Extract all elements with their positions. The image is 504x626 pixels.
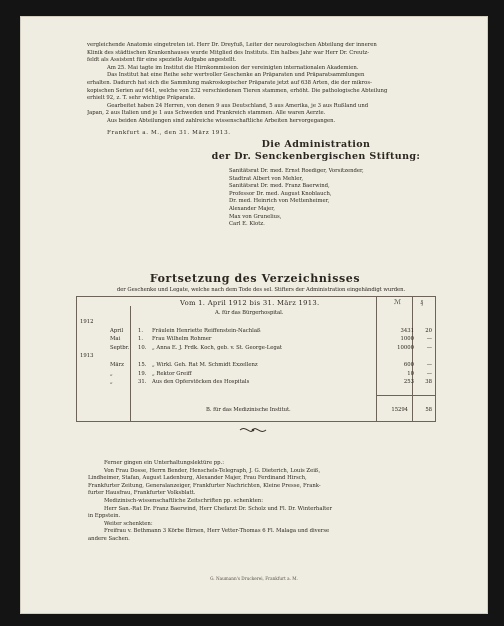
signatory: Sanitätsrat Dr. med. Franz Baerwind,	[229, 183, 330, 190]
cell-day	[136, 318, 150, 327]
intro-line: Klinik des städtischen Krankenhauses wurde Mitglied des Instituts. Ein halbes Jahr war Herr Dr. Creutz-	[87, 49, 370, 56]
cell-month	[108, 352, 136, 361]
cell-pf: —	[426, 370, 432, 377]
intro-line: erhielt 92, z. T. sehr wichtige Präparate.	[87, 95, 196, 102]
cell-month: „	[110, 379, 113, 386]
cell-pf: —	[426, 344, 432, 351]
cell-month: „	[110, 370, 113, 377]
intro-line: feldt als Assistent für eine spezielle Aufgabe angestellt.	[87, 57, 237, 64]
intro-line: Aus beiden Abteilungen sind zahlreiche wissenschaftliche Arbeiten hervorgegangen.	[107, 117, 336, 124]
cell-pf	[416, 318, 434, 327]
cell-mark: 10000	[397, 344, 414, 351]
cell-text: „ Anna E. J. Frdk. Koch, geb. v. St. George-Legat	[152, 344, 283, 351]
ledger-section-a: A. für das Bürgerhospital.	[215, 310, 284, 316]
cell-day: 10.	[138, 344, 147, 351]
intro-line: Gearbeitet haben 24 Herren, von denen 9 aus Deutschland, 5 aus Amerika, je 3 aus Rußland und	[107, 102, 369, 109]
cell-mark: 10	[407, 370, 414, 377]
cell-text: Frau Wilhelm Rohmer	[152, 336, 212, 343]
closing-line: Ferner gingen ein Unterhaltungslektüre pp.:	[104, 460, 225, 466]
cell-text: Fräulein Henriette Reiffenstein-Nachlaß	[152, 327, 261, 334]
table-row	[78, 361, 434, 370]
table-row	[78, 352, 434, 361]
cell-day: 1.	[138, 327, 144, 334]
signatory-list	[229, 168, 429, 229]
ledger-period-heading: Vom 1. April 1912 bis 31. März 1913.	[180, 299, 320, 307]
admin-title	[201, 139, 431, 163]
cell-day: 15.	[138, 361, 147, 368]
closing-line: Herr San.-Rat Dr. Franz Baerwind, Herr Chefarzt Dr. Scholz und Fl. Dr. Winterhalter	[104, 505, 332, 512]
intro-paragraphs	[87, 42, 447, 126]
cell-day: 31.	[138, 379, 147, 386]
closing-line: Freifrau v. Bethmann 3 Körbe Birnen, Herr Vetter-Thomas 6 Fl. Malaga und diverse	[104, 528, 330, 535]
continuation-subtitle: der Geschenke und Legate, welche nach dem Tode des sel. Stifters der Administration eingehändigt wurden.	[116, 287, 406, 293]
signatory: Stadtrat Albert von Mehler,	[229, 175, 304, 182]
cell-month: Mai	[110, 336, 121, 343]
cell-year	[78, 378, 108, 387]
cell-pf: —	[426, 361, 432, 368]
intro-line: Am 25. Mai tagte im Institut die Hirnkommission der vereinigten internationalen Akademien.	[107, 64, 359, 71]
cell-text: „ Wirkl. Geh. Rat M. Schmidt Exzellenz	[152, 361, 258, 368]
cell-year	[78, 370, 108, 379]
closing-line: Von Frau Dosse, Herrn Bender, Henschels-Telegraph, J. G. Dieterich, Louis Zeiß,	[104, 467, 321, 474]
cell-mark: 600	[403, 361, 414, 368]
signatory: Sanitätsrat Dr. med. Ernst Roediger, Vorsitzender,	[229, 168, 364, 174]
intro-line: Das Institut hat eine Reihe sehr wertvoller Geschenke an Präparaten und Präparatsammlungen	[107, 72, 365, 79]
cell-pf: 38	[425, 379, 432, 386]
ledger-rule-sum	[376, 395, 436, 396]
cell-month: Septbr.	[110, 344, 130, 351]
cell-mark: 253	[403, 379, 414, 386]
table-row	[78, 344, 434, 353]
closing-line: andere Sachen.	[88, 535, 130, 542]
intro-line: Japan, 2 aus Italien und je 1 aus Schweden und Frankreich stammen. Alle waren Aerzte.	[87, 110, 326, 117]
cell-month	[108, 318, 136, 327]
cell-year	[78, 344, 108, 353]
ledger-section-b: B. für das Medizinische Institut.	[206, 407, 291, 413]
table-row	[78, 327, 434, 336]
closing-paragraphs	[88, 460, 448, 544]
table-row	[78, 335, 434, 344]
table-row	[78, 378, 434, 387]
cell-year	[78, 361, 108, 370]
admin-title-line-1: Die Administration	[261, 139, 371, 150]
intro-line: erhalten. Dadurch hat sich die Sammlung makroskopischer Präparate jetzt auf 638 Arten, die der mikros-	[87, 79, 372, 86]
cell-pf	[416, 352, 434, 361]
printer-imprint: G. Naumann's Druckerei, Frankfurt a. M.	[210, 576, 298, 581]
cell-mark	[382, 318, 416, 327]
ledger-pf-header: ₰	[420, 299, 424, 306]
ledger-mark-header: ℳ	[394, 299, 401, 306]
cell-mark	[382, 352, 416, 361]
cell-year: 1912	[80, 319, 94, 325]
intro-line: vergleichende Anatomie eingetreten ist. Herr Dr. Dreyfuß, Leiter der neurologischen Abteilung der inneren	[87, 42, 377, 48]
continuation-title: Fortsetzung des Verzeichnisses	[149, 272, 361, 285]
signatory: Dr. med. Heinrich von Mettenheimer,	[229, 198, 330, 205]
cell-text	[150, 318, 382, 327]
closing-line: Weiter schenkten:	[104, 520, 153, 527]
closing-line: Lindheimer, Stafan, August Ladenburg, Alexander Majer, Frau Ferdinand Hirsch,	[88, 475, 307, 482]
cell-year: 1913	[80, 353, 94, 360]
cell-month: April	[110, 327, 124, 334]
date-line: Frankfurt a. M., den 31. März 1913.	[107, 130, 231, 136]
closing-line: in Eppstein.	[88, 513, 121, 520]
closing-line: Frankfurter Zeitung, Generalanzeiger, Frankfurter Nachrichten, Kleine Presse, Frank-	[88, 482, 321, 489]
cell-pf: —	[426, 336, 432, 343]
table-row	[78, 370, 434, 379]
ledger-total-mark: 15294	[391, 407, 408, 413]
closing-line: Medizinisch-wissenschaftliche Zeitschriften pp. schenkten:	[104, 497, 263, 504]
ledger-table	[78, 318, 434, 387]
signatory: Alexander Majer,	[229, 205, 275, 212]
cell-text: „ Rektor Greiff	[152, 370, 192, 377]
cell-year	[78, 327, 108, 336]
cell-text: Aus den Opferstöcken des Hospitals	[152, 379, 250, 386]
signatory: Max von Grunelius,	[229, 213, 282, 220]
cell-day: 19.	[138, 370, 147, 377]
ledger-total-pf: 58	[425, 407, 432, 413]
signatory: Carl E. Klotz.	[229, 221, 265, 228]
signatory: Professor Dr. med. August Knoblauch,	[229, 190, 332, 197]
cell-mark: 3431	[400, 327, 414, 334]
intro-line: kopischen Serien auf 641, welche von 232 verschiedenen Tieren stammen, erhöht. Die pathologische Abteilung	[87, 87, 388, 94]
cell-text	[150, 352, 382, 361]
cell-year	[78, 335, 108, 344]
cell-pf: 20	[425, 327, 432, 334]
cell-mark: 1000	[400, 336, 414, 343]
admin-title-line-2: der Dr. Senckenbergischen Stiftung:	[211, 151, 421, 162]
cell-month: März	[110, 361, 124, 368]
table-row	[78, 318, 434, 327]
cell-day	[136, 352, 150, 361]
cell-day: 1.	[138, 336, 144, 343]
ornament-flourish	[238, 425, 268, 435]
closing-line: furter Hausfrau, Frankfurter Volksblatt.	[88, 490, 196, 497]
